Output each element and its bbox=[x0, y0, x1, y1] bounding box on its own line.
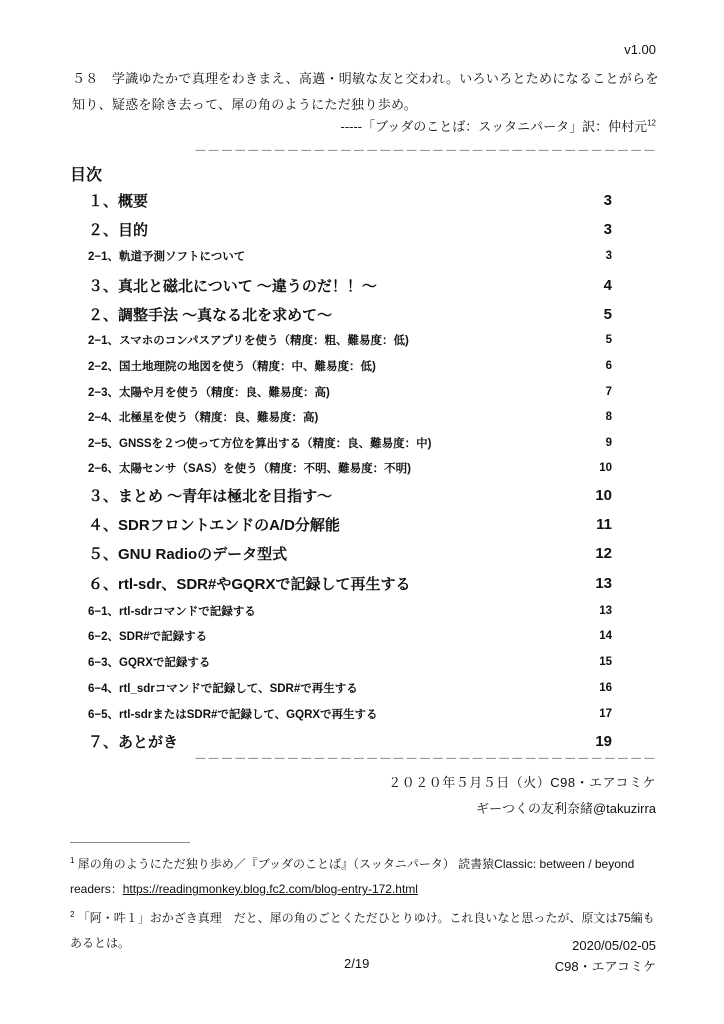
toc-entry[interactable] bbox=[88, 484, 612, 506]
toc-entry[interactable] bbox=[88, 542, 612, 564]
toc-entry-page: 5 bbox=[603, 305, 612, 323]
epigraph-quote: ５８ 学識ゆたかで真理をわきまえ、高邁・明敏な友と交われ。いろいろとためになることがらを知り、疑惑を除き去って、犀の角のようにただ独り歩め。 bbox=[72, 71, 659, 112]
toc-entry-label: 6−5、rtl-sdrまたはSDR#で記録して、GQRXで再生する bbox=[88, 709, 378, 721]
toc-entry-page: 4 bbox=[603, 276, 612, 294]
toc-entry-label: 2−6、太陽センサ（SAS）を使う（精度：不明、難易度：不明) bbox=[88, 463, 411, 475]
toc-entry-label: 6−1、rtl-sdrコマンドで記録する bbox=[88, 606, 256, 618]
toc-entry-page: 13 bbox=[599, 605, 612, 617]
toc-entry-page: 9 bbox=[605, 437, 612, 449]
toc-entry-page: 3 bbox=[603, 191, 612, 209]
toc-entry[interactable] bbox=[88, 331, 612, 349]
toc-entry[interactable] bbox=[88, 602, 612, 620]
divider-bottom: －－－－－－－－－－－－－－－－－－－－－－－－－－－－－－－－－－－ bbox=[193, 751, 656, 766]
toc-entry-page: 6 bbox=[605, 360, 612, 372]
toc-entry[interactable] bbox=[88, 653, 612, 671]
signature-author: ギーつくの友利奈緒@takuzirra bbox=[475, 801, 656, 816]
epigraph-attribution bbox=[340, 116, 656, 135]
page-number: 2/19 bbox=[344, 956, 370, 971]
divider-top: －－－－－－－－－－－－－－－－－－－－－－－－－－－－－－－－－－－ bbox=[193, 143, 656, 158]
toc-title: 目次 bbox=[70, 167, 103, 184]
toc-entry-page: 16 bbox=[599, 682, 612, 694]
toc-entry-page: 17 bbox=[599, 708, 612, 720]
toc-entry[interactable] bbox=[88, 408, 612, 426]
version-label: v1.00 bbox=[624, 42, 656, 57]
footnote-number: 1 bbox=[70, 856, 75, 865]
toc-entry[interactable] bbox=[88, 679, 612, 697]
toc-entry[interactable] bbox=[88, 218, 612, 240]
toc-entry-label: 2−4、北極星を使う（精度：良、難易度：高) bbox=[88, 412, 319, 424]
toc-entry-page: 3 bbox=[603, 220, 612, 238]
toc-entry-page: 12 bbox=[595, 544, 612, 562]
toc-entry-label: 2−2、国土地理院の地図を使う（精度：中、難易度：低) bbox=[88, 361, 376, 373]
toc-entry-label: ３、まとめ 〜青年は極北を目指す〜 bbox=[88, 487, 333, 505]
toc-entry-label: 6−4、rtl_sdrコマンドで記録して、SDR#で再生する bbox=[88, 683, 358, 695]
toc-entry-label: 2−3、太陽や月を使う（精度：良、難易度：高) bbox=[88, 387, 330, 399]
toc-entry[interactable] bbox=[88, 572, 612, 594]
footnote-number: 2 bbox=[70, 910, 75, 919]
toc-entry-label: ６、rtl-sdr、SDR#やGQRXで記録して再生する bbox=[88, 575, 411, 593]
toc-entry-label: ５、GNU Radioのデータ型式 bbox=[88, 545, 288, 563]
toc-entry-label: ４、SDRフロントエンドのA/D分解能 bbox=[88, 516, 340, 534]
footer-event: C98・エアコミケ bbox=[554, 959, 656, 974]
toc-entry[interactable] bbox=[88, 434, 612, 452]
footnote-text: 「阿・吽１」おかざき真理 だと、犀の角のごとくただひとりゆけ。これ良いなと思ったが、原文は75編もあるとは。 bbox=[70, 911, 655, 950]
toc-entry[interactable] bbox=[88, 705, 612, 723]
toc-entry-page: 10 bbox=[595, 486, 612, 504]
toc-entry-page: 13 bbox=[595, 574, 612, 592]
toc-entry-label: 6−3、GQRXで記録する bbox=[88, 657, 211, 669]
attribution-text: -----「ブッダのことば：スッタニパータ」訳：仲村元 bbox=[340, 119, 648, 134]
toc-entry[interactable] bbox=[88, 274, 612, 296]
footnote-1 bbox=[70, 848, 660, 902]
toc-entry-label: １、概要 bbox=[88, 192, 149, 210]
toc-entry-label: 6−2、SDR#で記録する bbox=[88, 631, 208, 643]
footnote-text: 犀の角のようにただ独り歩め／『ブッダのことば』（スッタニパータ） 読書猿Classic: between / beyond readers： bbox=[70, 857, 635, 896]
toc-entry-label: ２、調整手法 〜真なる北を求めて〜 bbox=[88, 306, 333, 324]
toc-entry-page: 3 bbox=[605, 250, 612, 262]
toc-entry-label: 2−1、軌道予測ソフトについて bbox=[88, 251, 246, 263]
toc-entry[interactable] bbox=[88, 247, 612, 265]
toc-entry[interactable] bbox=[88, 303, 612, 325]
toc-entry[interactable] bbox=[88, 459, 612, 477]
toc-entry-label: 2−1、スマホのコンパスアプリを使う（精度：粗、難易度：低) bbox=[88, 335, 409, 347]
toc-entry-page: 10 bbox=[599, 462, 612, 474]
toc-entry-label: ７、あとがき bbox=[88, 733, 179, 751]
toc-entry-page: 8 bbox=[605, 411, 612, 423]
toc-entry-page: 5 bbox=[605, 334, 612, 346]
toc-entry[interactable] bbox=[88, 189, 612, 211]
toc-entry[interactable] bbox=[88, 627, 612, 645]
toc-entry-label: 2−5、GNSSを２つ使って方位を算出する（精度：良、難易度：中) bbox=[88, 438, 432, 450]
toc-entry-page: 19 bbox=[595, 732, 612, 750]
footnote-refs: 12 bbox=[647, 118, 656, 128]
toc-entry-label: ３、真北と磁北について 〜違うのだ！！〜 bbox=[88, 277, 377, 295]
toc-entry-label: ２、目的 bbox=[88, 221, 149, 239]
toc-entry[interactable] bbox=[88, 513, 612, 535]
toc-entry-page: 15 bbox=[599, 656, 612, 668]
toc-entry[interactable] bbox=[88, 383, 612, 401]
footer-date-range: 2020/05/02-05 bbox=[572, 938, 656, 953]
toc-entry-page: 11 bbox=[596, 515, 612, 533]
toc-entry-page: 7 bbox=[605, 386, 612, 398]
footnote-separator bbox=[70, 842, 190, 843]
signature-date: ２０２０年５月５日（火）C98・エアコミケ bbox=[388, 775, 656, 790]
toc-entry-page: 14 bbox=[599, 630, 612, 642]
footnote-link[interactable]: https://readingmonkey.blog.fc2.com/blog-entry-172.html bbox=[122, 882, 418, 896]
toc-entry[interactable] bbox=[88, 357, 612, 375]
